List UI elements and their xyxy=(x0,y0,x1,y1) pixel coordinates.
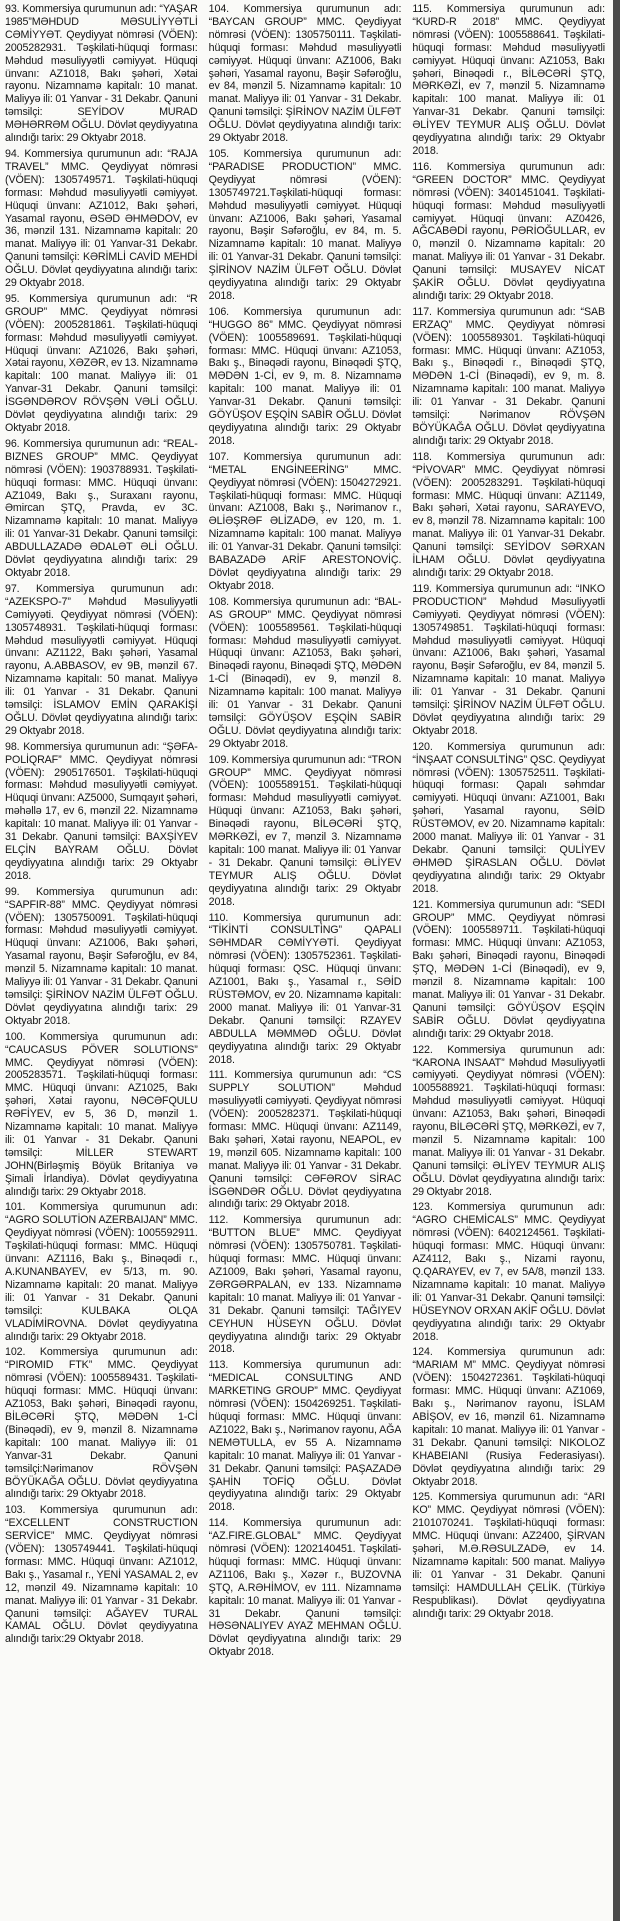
registry-entry: 101. Kommersiya qurumunun adı: “AGRO SOLUTİON AZERBAIJAN” MMC. Qeydiyyat nömrəsi (VÖEN): 1005592911. Təşkilati-hüquqi forması: MMC. Hüquqi ünvanı: AZ1116, Bakı ş., Binəqədi r., A.KUNANBAYEV, ev 5/13, m. 90. Nizamnamə kapitalı: 20 manat. Maliyyə ili: 01 Yanvar - 31 Dekabr. Qanuni təmsilçi: KULBAKA OLQA VLADİMİROVNA. Dövlət qeydiyyatına alındığı tarix: 29 Oktyabr 2018. xyxy=(5,1201,198,1343)
registry-entry: 93. Kommersiya qurumunun adı: “YAŞAR 1985”MƏHDUD MƏSULİYYƏTLİ CƏMİYYƏT. Qeydiyyat nömrəsi (VÖEN): 2005282931. Təşkilati-hüquqi forması: Məhdud məsuliyyətli cəmiyyət. Hüquqi ünvanı: AZ1018, Bakı şəhəri, Xətai rayonu. Nizamnamə kapitalı: 10 manat. Maliyyə ili: 01 Yanvar - 31 Dekabr. Qanuni təmsilçi: SEYİDOV MURAD MƏHƏRRƏM OĞLU. Dövlət qeydiyyatına alındığı tarix: 29 Oktyabr 2018. xyxy=(5,3,198,145)
registry-entry: 123. Kommersiya qurumunun adı: “AGRO CHEMİCALS” MMC. Qeydiyyat nömrəsi (VÖEN): 6402124561. Təşkilati-hüquqi forması: MMC. Hüquqi ünvanı: AZ4112, Bakı ş., Nizami rayonu, Q.QARAYEV, ev 7, ev 5A/8, mənzil 133. Nizamnamə kapitalı: 10 manat. Maliyyə ili: 01 Yanvar-31 Dekabr. Qanuni təmsilçi: HÜSEYNOV ORXAN AKİF OĞLU. Dövlət qeydiyyatına alındığı tarix: 29 Oktyabr 2018. xyxy=(412,1201,606,1343)
registry-entry: 116. Kommersiya qurumunun adı: “GREEN DOCTOR” MMC. Qeydiyyat nömrəsi (VÖEN): 3401451041. Təşkilati-hüquqi forması: Məhdud məsuliyyətli cəmiyyət. Hüquqi ünvanı: AZ0426, AĞCABƏDİ rayonu, PƏRİOĞULLAR, ev 0, mənzil 0. Nizamnamə kapitalı: 20 manat. Maliyyə ili: 01 Yanvar - 31 Dekabr. Qanuni təmsilçi: MUSAYEV NİCAT ŞAKİR OĞLU. Dövlət qeydiyyatına alındığı tarix: 29 Oktyabr 2018. xyxy=(412,160,606,302)
registry-entry: 98. Kommersiya qurumunun adı: “ŞƏFA-POLİQRAF” MMC. Qeydiyyat nömrəsi (VÖEN): 2905176501. Təşkilati-hüquqi forması: Məhdud məsuliyyətli cəmiyyət. Hüquqi ünvanı: AZ5000, Sumqayıt şəhəri, məhəllə 17, ev 6, mənzil 22. Nizamnamə kapitalı: 10 manat. Maliyyə ili: 01 Yanvar - 31 Dekabr. Qanuni təmsilçi: BAXŞİYEV ELÇİN BAYRAM OĞLU. Dövlət qeydiyyatına alındığı tarix: 29 Oktyabr 2018. xyxy=(5,740,198,882)
registry-entry: 107. Kommersiya qurumunun adı: “METAL ENGİNEERİNG” MMC. Qeydiyyat nömrəsi (VÖEN): 1504272921. Təşkilati-hüquqi forması: MMC. Hüquqi ünvanı: AZ1008, Bakı ş., Nərimanov r., ƏLİƏŞRƏF ƏLİZADƏ, ev 120, m. 1. Nizamnamə kapitalı: 100 manat. Maliyyə ili: 01 Yanvar-31 Dekabr. Qanuni təmsilçi: BABAZADƏ ARİF ARESTONOVİÇ. Dövlət qeydiyyatına alındığı tarix: 29 Oktyabr 2018. xyxy=(208,450,402,592)
registry-entry: 100. Kommersiya qurumunun adı: “CAUCASUS PÖVER SOLUTIONS” MMC. Qeydiyyat nömrəsi (VÖEN): 2005283571. Təşkilati-hüquqi forması: MMC. Hüquqi ünvanı: AZ1025, Bakı şəhəri, Xətai rayonu, NƏCƏFQULU RƏFİYEV, ev 5, 36 D, mənzil 1. Nizamnamə kapitalı: 10 manat. Maliyyə ili: 01 Yanvar - 31 Dekabr. Qanuni təmsilçi: MİLLER STEWART JOHN(Birləşmiş Böyük Britaniya və Şimali İrlandiya). Dövlət qeydiyyatına alındığı tarix: 29 Oktyabr 2018. xyxy=(5,1030,198,1198)
registry-entry: 110. Kommersiya qurumunun adı: “TİKİNTİ CONSULTİNG” QAPALI SƏHMDAR CƏMİYYƏTİ. Qeydiyyat nömrəsi (VÖEN): 1305752361. Təşkilati-hüquqi forması: QSC. Hüquqi ünvanı: AZ1001, Bakı ş., Yasamal r., SƏİD RÜSTƏMOV, ev 20. Nizamnamə kapitalı: 2000 manat. Maliyyə ili: 01 Yanvar-31 Dekabr. Qanuni təmsilçi: RZAYEV ABDULLA MƏMMƏD OĞLU. Dövlət qeydiyyatına alındığı tarix: 29 Oktyabr 2018. xyxy=(208,911,402,1066)
registry-entry: 122. Kommersiya qurumunun adı: “KARONA INSAAT” Məhdud Məsuliyyətli cəmiyyəti. Qeydiyyat nömrəsi (VÖEN): 1005588921. Təşkilati-hüquqi forması: Məhdud məsuliyyətli cəmiyyət. Hüquqi ünvanı: AZ1053, Bakı şəhəri, Binəqədi rayonu, BİLƏCƏRİ ŞTQ, MƏRKƏZİ, ev 7, mənzil 5. Nizamnamə kapitalı: 100 manat. Maliyyə ili: 01 Yanvar - 31 Dekabr. Qanuni təmsilçi: ƏLİYEV TEYMUR ALIŞ OĞLU. Dövlət qeydiyyatına alındığı tarix: 29 Oktyabr 2018. xyxy=(412,1043,606,1198)
registry-entry: 106. Kommersiya qurumunun adı: “HUGGO 86” MMC. Qeydiyyat nömrəsi (VÖEN): 1005589691. Təşkilati-hüquqi forması: MMC. Hüquqi ünvanı: AZ1053, Bakı ş., Binəqədi rayonu, Binəqədi ŞTQ, MƏDƏN 1-Cİ, ev 9, m. 8. Nizamnamə kapitalı: 100 manat. Maliyyə ili: 01 Yanvar-31 Dekabr. Qanuni təmsilçi: GÖYÜŞOV EŞQİN SABİR OĞLU. Dövlət qeydiyyatına alındığı tarix: 29 Oktyabr 2018. xyxy=(208,305,402,447)
registry-entry: 125. Kommersiya qurumunun adı: “ARI KO” MMC. Qeydiyyat nömrəsi (VÖEN): 2101070241. Təşkilati-hüquqi forması: MMC. Hüquqi ünvanı: AZ2400, ŞİRVAN şəhəri, M.Ə.RƏSULZADƏ, ev 14. Nizamnamə kapitalı: 500 manat. Maliyyə ili: 01 Yanvar - 31 Dekabr. Qanuni təmsilçi: HAMDULLAH ÇELİK. (Türkiyə Respublikası). Dövlət qeydiyyatına alındığı tarix: 29 Oktyabr 2018. xyxy=(412,1491,606,1620)
registry-entry: 115. Kommersiya qurumunun adı: “KURD-R 2018” MMC. Qeydiyyat nömrəsi (VÖEN): 1005588641. Təşkilati-hüquqi forması: Məhdud məsuliyyətli cəmiyyət. Hüquqi ünvanı: AZ1053, Bakı şəhəri, Binəqədi r., BİLƏCƏRİ ŞTQ, MƏRKƏZİ, ev 7, mənzil 5. Nizamnamə kapitalı: 100 manat. Maliyyə ili: 01 Yanvar-31 Dekabr. Qanuni təmsilçi: ƏLİYEV TEYMUR ALIŞ OĞLU. Dövlət qeydiyyatına alındığı tarix: 29 Oktyabr 2018. xyxy=(412,3,606,157)
registry-entry: 97. Kommersiya qurumunun adı: “AZEKSPO-7” Məhdud Məsuliyyətli Cəmiyyəti. Qeydiyyat nömrəsi (VÖEN): 1305748931. Təşkilati-hüquqi forması: Məhdud məsuliyyətli cəmiyyət. Hüquqi ünvanı: AZ1122, Bakı şəhəri, Yasamal rayonu, A.ABBASOV, ev 9B, mənzil 67. Nizamnamə kapitalı: 50 manat. Maliyyə ili: 01 Yanvar - 31 Dekabr. Qanuni təmsilçi: İSLAMOV EMİN QARAKİŞİ OĞLU. Dövlət qeydiyyatına alındığı tarix: 29 Oktyabr 2018. xyxy=(5,582,198,737)
text-column-1 xyxy=(5,3,198,1921)
registry-entry: 118. Kommersiya qurumunun adı: “PİVOVAR” MMC. Qeydiyyat nömrəsi (VÖEN): 2005283291. Təşkilati-hüquqi forması: MMC. Hüquqi ünvanı: AZ1149, Bakı şəhəri, Xətai rayonu, SARAYEVO, ev 8, mənzil 78. Nizamnamə kapitalı: 100 manat. Maliyyə ili: 01 Yanvar-31 Dekabr. Qanuni təmsilçi: SEYİDOV SƏRXAN İLHAM OĞLU. Dövlət qeydiyyatına alındığı tarix: 29 Oktyabr 2018. xyxy=(412,450,606,579)
registry-entry: 119. Kommersiya qurumunun adı: “INKO PRODUCTION” Məhdud Məsuliyyətli Cəmiyyəti. Qeydiyyat nömrəsi (VÖEN): 1305749851. Təşkilati-hüquqi forması: Məhdud məsuliyyətli cəmiyyət. Hüquqi ünvanı: AZ1006, Bakı şəhəri, Yasamal rayonu, Bəşir Səfəroğlu, ev 84, mənzil 5. Nizamnamə kapitalı: 10 manat. Maliyyə ili: 01 Yanvar - 31 Dekabr. Qanuni təmsilçi: ŞİRİNOV NAZİM ÜLFƏT OĞLU. Dövlət qeydiyyatına alındığı tarix: 29 Oktyabr 2018. xyxy=(412,582,606,737)
page-edge-strip xyxy=(613,0,620,1921)
registry-entry: 117. Kommersiya qurumunun adı: “SAB ERZAQ” MMC. Qeydiyyat nömrəsi (VÖEN): 1005589301. Təşkilati-hüquqi forması: MMC. Hüquqi ünvanı: AZ1053, Bakı ş., Binəqədi r., Binəqədi ŞTQ, MƏDƏN 1-Cİ (Binəqədi), ev 9, m. 8. Nizamnamə kapitalı: 100 manat. Maliyyə ili: 01 Yanvar - 31 Dekabr. Qanuni təmsilçi: Nərimanov RÖVŞƏN BÖYÜKAĞA OĞLU. Dövlət qeydiyyatına alındığı tarix: 29 Oktyabr 2018. xyxy=(412,305,606,447)
registry-entry: 94. Kommersiya qurumunun adı: “RAJA TRAVEL” MMC. Qeydiyyat nömrəsi (VÖEN): 1305749571. Təşkilati-hüquqi forması: Məhdud məsuliyyətli cəmiyyət. Hüquqi ünvanı: AZ1012, Bakı şəhəri, Yasamal rayonu, ƏSƏD ƏHMƏDOV, ev 36, mənzil 131. Nizamnamə kapitalı: 20 manat. Maliyyə ili: 01 Yanvar-31 Dekabr. Qanuni təmsilçi: KƏRİMLİ CAVİD MEHDİ OĞLU. Dövlət qeydiyyatına alındığı tarix: 29 Oktyabr 2018. xyxy=(5,147,198,290)
registry-entry: 109. Kommersiya qurumunun adı: “TRON GROUP” MMC. Qeydiyyat nömrəsi (VÖEN): 1005589151. Təşkilati-hüquqi forması: Məhdud məsuliyyətli cəmiyyət. Hüquqi ünvanı: AZ1053, Bakı şəhəri, Binəqədi rayonu, BİLƏCƏRİ ŞTQ, MƏRKƏZİ, ev 7, mənzil 3. Nizamnamə kapitalı: 100 manat. Maliyyə ili: 01 Yanvar - 31 Dekabr. Qanuni təmsilçi: ƏLİYEV TEYMUR ALIŞ OĞLU. Dövlət qeydiyyatına alındığı tarix: 29 Oktyabr 2018. xyxy=(208,753,402,908)
registry-entry: 95. Kommersiya qurumunun adı: “R GROUP” MMC. Qeydiyyat nömrəsi (VÖEN): 2005281861. Təşkilati-hüquqi forması: Məhdud məsuliyyətli cəmiyyət. Hüquqi ünvanı: AZ1026, Bakı şəhəri, Xətai rayonu, XƏZƏR, ev 13. Nizamnamə kapitalı: 100 manat. Maliyyə ili: 01 Yanvar-31 Dekabr. Qanuni təmsilçi: İSGƏNDƏROV RÖVŞƏN VƏLİ OĞLU. Dövlət qeydiyyatına alındığı tarix: 29 Oktyabr 2018. xyxy=(5,292,198,434)
registry-entry: 124. Kommersiya qurumunun adı: “MARIAM M” MMC. Qeydiyyat nömrəsi (VÖEN): 1504272361. Təşkilati-hüquqi forması: MMC. Hüquqi ünvanı: AZ1069, Bakı ş., Nərimanov rayonu, İSLAM ABİŞOV, ev 16, mənzil 61. Nizamnamə kapitalı: 10 manat. Maliyyə ili: 01 Yanvar - 31 Dekabr. Qanuni təmsilçi: NIKOLOZ KHABEIANI (Rusiya Federasiyası). Dövlət qeydiyyatına alındığı tarix: 29 Oktyabr 2018. xyxy=(412,1346,606,1488)
registry-entry: 111. Kommersiya qurumunun adı: “CS SUPPLY SOLUTION” Məhdud məsuliyyətli cəmiyyəti. Qeydiyyat nömrəsi (VÖEN): 2005282371. Təşkilati-hüquqi forması: MMC. Hüquqi ünvanı: AZ1149, Bakı şəhəri, Xətai rayonu, NEAPOL, ev 19, mənzil 605. Nizamnamə kapitalı: 100 manat. Maliyyə ili: 01 Yanvar - 31 Dekabr. Qanuni təmsilçi: CƏFƏROV SİRAC İSGƏNDƏR OĞLU. Dövlət qeydiyyatına alındığı tarix: 29 Oktyabr 2018. xyxy=(208,1069,402,1211)
registry-entry: 103. Kommersiya qurumunun adı: “EXCELLENT CONSTRUCTION SERVİCE” MMC. Qeydiyyat nömrəsi (VÖEN): 1305749441. Təşkilati-hüquqi forması: MMC. Hüquqi ünvanı: AZ1012, Bakı ş., Yasamal r., YENİ YASAMAL 2, ev 12, mənzil 49. Nizamnamə kapitalı: 10 manat. Maliyyə ili: 01 Yanvar - 31 Dekabr. Qanuni təmsilçi: AĞAYEV TURAL KAMAL OĞLU. Dövlət qeydiyyatına alındığı tarix:29 Oktyabr 2018. xyxy=(5,1504,198,1646)
registry-entry: 112. Kommersiya qurumunun adı: “BUTTON BLUE” MMC. Qeydiyyat nömrəsi (VÖEN): 1305750781. Təşkilati-hüquqi forması: MMC. Hüquqi ünvanı: AZ1009, Bakı şəhəri, Yasamal rayonu, ZƏRGƏRPALAN, ev 133. Nizamnamə kapitalı: 10 manat. Maliyyə ili: 01 Yanvar - 31 Dekabr. Qanuni təmsilçi: TAĞIYEV CEYHUN HÜSEYN OĞLU. Dövlət qeydiyyatına alındığı tarix: 29 Oktyabr 2018. xyxy=(208,1214,402,1356)
registry-entry: 99. Kommersiya qurumunun adı: “SAPFIR-88” MMC. Qeydiyyat nömrəsi (VÖEN): 1305750091. Təşkilati-hüquqi forması: Məhdud məsuliyyətli cəmiyyət. Hüquqi ünvanı: AZ1006, Bakı şəhəri, Yasamal rayonu, Bəşir Səfəroğlu, ev 84, mənzil 5. Nizamnamə kapitalı: 10 manat. Maliyyə ili: 01 Yanvar - 31 Dekabr. Qanuni təmsilçi: ŞİRİNOV NAZİM ÜLFƏT OĞLU. Dövlət qeydiyyatına alındığı tarix: 29 Oktyabr 2018. xyxy=(5,885,198,1027)
registry-entry: 121. Kommersiya qurumunun adı: “SEDI GROUP” MMC. Qeydiyyat nömrəsi (VÖEN): 1005589711. Təşkilati-hüquqi forması: MMC. Hüquqi ünvanı: AZ1053, Bakı şəhəri, Binəqədi rayonu, Binəqədi ŞTQ, MƏDƏN 1-Cİ (Binəqədi), ev 9, mənzil 8. Nizamnamə kapitalı: 100 manat. Maliyyə ili: 01 Yanvar - 31 Dekabr. Qanuni təmsilçi: GÖYÜŞOV EŞQİN SABİR OĞLU. Dövlət qeydiyyatına alındığı tarix: 29 Oktyabr 2018. xyxy=(412,898,606,1040)
text-column-3 xyxy=(412,3,605,1921)
registry-entry: 108. Kommersiya qurumunun adı: “BAL-AS GROUP” MMC. Qeydiyyat nömrəsi (VÖEN): 1005589561. Təşkilati-hüquqi forması: Məhdud məsuliyyətli cəmiyyət. Hüquqi ünvanı: AZ1053, Bakı şəhəri, Binəqədi rayonu, Binəqədi ŞTQ, MƏDƏN 1-Cİ (Binəqədi), ev 9, mənzil 8. Nizamnamə kapitalı: 100 manat. Maliyyə ili: 01 Yanvar - 31 Dekabr. Qanuni təmsilçi: GÖYÜŞOV EŞQİN SABİR OĞLU. Dövlət qeydiyyatına alındığı tarix: 29 Oktyabr 2018. xyxy=(208,595,402,750)
registry-entry: 120. Kommersiya qurumunun adı: “İNŞAAT CONSULTİNG” QSC. Qeydiyyat nömrəsi (VÖEN): 1305752511. Təşkilati-hüquqi forması: Qapalı səhmdar cəmiyyəti. Hüquqi ünvanı: AZ1001, Bakı şəhəri, Yasamal rayonu, SƏİD RÜSTƏMOV, ev 20. Nizamnamə kapitalı: 2000 manat. Maliyyə ili: 01 Yanvar - 31 Dekabr. Qanuni təmsilçi: QULİYEV ƏHMƏD ŞİRASLAN OĞLU. Dövlət qeydiyyatına alındığı tarix: 29 Oktyabr 2018. xyxy=(412,740,606,895)
registry-entry: 114. Kommersiya qurumunun adı: “AZ.FIRE.GLOBAL” MMC. Qeydiyyat nömrəsi (VÖEN): 1202140451. Təşkilati-hüquqi forması: MMC. Hüquqi ünvanı: AZ1106, Bakı ş., Xəzər r., BUZOVNA ŞTQ, A.RƏHİMOV, ev 111. Nizamnamə kapitalı: 10 manat. Maliyyə ili: 01 Yanvar - 31 Dekabr. Qanuni təmsilçi: HƏSƏNALIYEV AYAZ MEHMAN OĞLU. Dövlət qeydiyyatına alındığı tarix: 29 Oktyabr 2018. xyxy=(208,1517,402,1659)
registry-entry: 105. Kommersiya qurumunun adı: “PARADISE PRODUCTION” MMC. Qeydiyyat nömrəsi (VÖEN): 1305749721.Təşkilati-hüquqi forması: Məhdud məsuliyyətli cəmiyyət. Hüquqi ünvanı: AZ1006, Bakı şəhəri, Yasamal rayonu, Bəşir Səfəroğlu, ev 84, m. 5. Nizamnamə kapitalı: 10 manat. Maliyyə ili: 01 Yanvar-31 Dekabr. Qanuni təmsilçi: ŞİRİNOV NAZİM ÜLFƏT OĞLU. Dövlət qeydiyyatına alındığı tarix: 29 Oktyabr 2018. xyxy=(208,147,402,302)
registry-entry: 102. Kommersiya qurumunun adı: “PIROMID FTK” MMC. Qeydiyyat nömrəsi (VÖEN): 1005589431. Təşkilati-hüquqi forması: MMC. Hüquqi ünvanı: AZ1053, Bakı şəhəri, Binəqədi rayonu, BİLƏCƏRİ ŞTQ, MƏDƏN 1-Cİ (Binəqədi), ev 9, mənzil 8. Nizamnamə kapitalı: 100 manat. Maliyyə ili: 01 Yanvar-31 Dekabr. Qanuni təmsilçi:Nərimanov RÖVŞƏN BÖYÜKAĞA OĞLU. Dövlət qeydiyyatına alındığı tarix: 29 Oktyabr 2018. xyxy=(5,1346,198,1501)
registry-entry: 104. Kommersiya qurumunun adı: “BAYCAN GROUP” MMC. Qeydiyyat nömrəsi (VÖEN): 1305750111. Təşkilati-hüquqi forması: Məhdud məsuliyyətli cəmiyyət. Hüquqi ünvanı: AZ1006, Bakı şəhəri, Yasamal rayonu, Bəşir Səfəroğlu, ev 84, mənzil 5. Nizamnamə kapitalı: 10 manat. Maliyyə ili: 01 Yanvar - 31 Dekabr. Qanuni təmsilçi: ŞİRİNOV NAZİM ÜLFƏT OĞLU. Dövlət qeydiyyatına alındığı tarix: 29 Oktyabr 2018. xyxy=(208,3,402,145)
registry-entry: 113. Kommersiya qurumunun adı: “MEDICAL CONSULTING AND MARKETING GROUP” MMC. Qeydiyyat nömrəsi (VÖEN): 1504269251. Təşkilati-hüquqi forması: MMC. Hüquqi ünvanı: AZ1022, Bakı ş., Nərimanov rayonu, AĞA NEMƏTULLA, ev 55 A. Nizamnamə kapitalı: 10 manat. Maliyyə ili: 01 Yanvar - 31 Dekabr. Qanuni təmsilçi: PAŞAZADƏ ŞAHİN TOFİQ OĞLU. Dövlət qeydiyyatına alındığı tarix: 29 Oktyabr 2018. xyxy=(208,1359,402,1514)
text-column-2 xyxy=(209,3,402,1921)
registry-entry: 96. Kommersiya qurumunun adı: “REAL-BIZNES GROUP” MMC. Qeydiyyat nömrəsi (VÖEN): 1903788931. Təşkilati-hüquqi forması: MMC. Hüquqi ünvanı: AZ1049, Bakı ş., Suraxanı rayonu, Əmircan ŞTQ, Pravda, ev 3C. Nizamnamə kapitalı: 10 manat. Maliyyə ili: 01 Yanvar-31 Dekabr. Qanuni təmsilçi: ABDULLAZADƏ ƏDALƏT ƏLİ OĞLU. Dövlət qeydiyyatına alındığı tarix: 29 Oktyabr 2018. xyxy=(5,437,198,579)
